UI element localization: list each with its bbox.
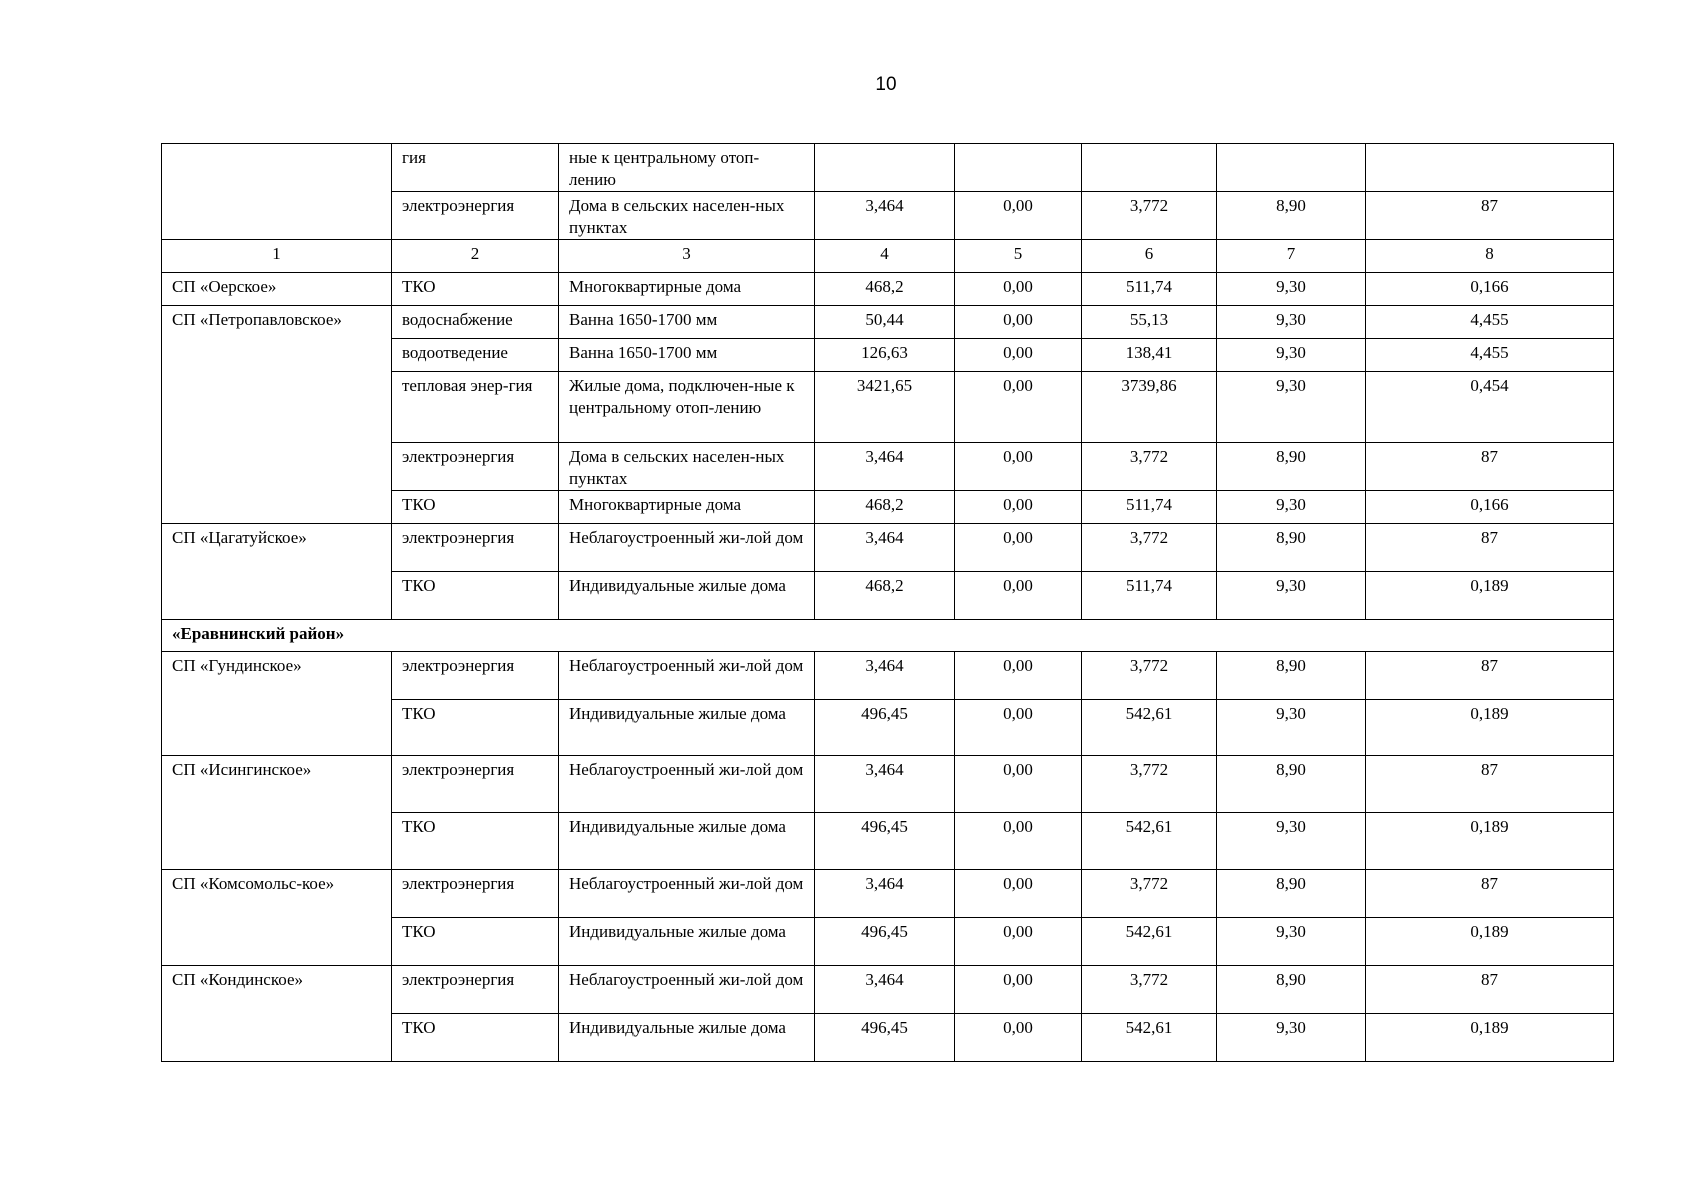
table-cell: 0,454 (1366, 372, 1614, 443)
table-cell: электроэнергия (392, 870, 559, 918)
table-cell: 9,30 (1217, 1014, 1366, 1062)
table-cell: 0,00 (955, 572, 1082, 620)
table-cell: Индивидуальные жилые дома (559, 572, 815, 620)
table-cell: 55,13 (1082, 306, 1217, 339)
table-cell: 8,90 (1217, 652, 1366, 700)
table-cell: 8,90 (1217, 870, 1366, 918)
table-cell: 7 (1217, 240, 1366, 273)
table-cell: гия (392, 144, 559, 192)
table-cell: ТКО (392, 813, 559, 870)
table-cell: 542,61 (1082, 918, 1217, 966)
table-cell: 0,00 (955, 192, 1082, 240)
table-cell: СП «Оерское» (162, 273, 392, 306)
table-cell: Неблагоустроенный жи-лой дом (559, 524, 815, 572)
table-cell: 87 (1366, 192, 1614, 240)
table-row (162, 870, 1614, 918)
table-cell: 50,44 (815, 306, 955, 339)
table-cell (1217, 144, 1366, 192)
table-cell: 0,00 (955, 443, 1082, 491)
table-cell: Неблагоустроенный жи-лой дом (559, 870, 815, 918)
table-cell (815, 144, 955, 192)
table-cell: 87 (1366, 652, 1614, 700)
table-cell: 9,30 (1217, 306, 1366, 339)
table-body (162, 144, 1614, 1062)
table-cell: 2 (392, 240, 559, 273)
table-cell: 3,772 (1082, 192, 1217, 240)
table-cell: 3,772 (1082, 870, 1217, 918)
table-cell: 126,63 (815, 339, 955, 372)
table-cell: 0,166 (1366, 273, 1614, 306)
table-cell: 9,30 (1217, 339, 1366, 372)
table-cell: 0,00 (955, 700, 1082, 756)
table-cell: 3739,86 (1082, 372, 1217, 443)
table-cell: 8 (1366, 240, 1614, 273)
table-cell: Неблагоустроенный жи-лой дом (559, 756, 815, 813)
table-cell: 5 (955, 240, 1082, 273)
table-cell: Индивидуальные жилые дома (559, 918, 815, 966)
table-cell: 3,464 (815, 756, 955, 813)
table-cell: 0,00 (955, 273, 1082, 306)
table-cell: 0,189 (1366, 1014, 1614, 1062)
table-cell: 3,464 (815, 870, 955, 918)
table-cell: 87 (1366, 524, 1614, 572)
table-cell (1082, 144, 1217, 192)
table-row (162, 756, 1614, 813)
table-cell: Дома в сельских населен-ных пунктах (559, 443, 815, 491)
table-cell: электроэнергия (392, 192, 559, 240)
table-cell: 3 (559, 240, 815, 273)
table-cell: 0,00 (955, 491, 1082, 524)
table-cell: 0,00 (955, 813, 1082, 870)
table-cell: 3,772 (1082, 756, 1217, 813)
table-cell: 9,30 (1217, 273, 1366, 306)
table-cell: Многоквартирные дома (559, 273, 815, 306)
table-row (162, 966, 1614, 1014)
table-cell: 496,45 (815, 918, 955, 966)
table-cell: 3,772 (1082, 966, 1217, 1014)
table-cell: 542,61 (1082, 1014, 1217, 1062)
table-cell: СП «Петропавловское» (162, 306, 392, 524)
table-cell: 8,90 (1217, 524, 1366, 572)
table-cell: Индивидуальные жилые дома (559, 1014, 815, 1062)
table-cell: водоснабжение (392, 306, 559, 339)
table-cell: 496,45 (815, 1014, 955, 1062)
table-cell: электроэнергия (392, 652, 559, 700)
table-cell: 0,00 (955, 339, 1082, 372)
table-cell: 3,772 (1082, 443, 1217, 491)
table-cell: Ванна 1650-1700 мм (559, 339, 815, 372)
table-cell: 1 (162, 240, 392, 273)
table-cell: ТКО (392, 1014, 559, 1062)
table-cell: 6 (1082, 240, 1217, 273)
table-cell: ТКО (392, 700, 559, 756)
table-cell: 0,189 (1366, 700, 1614, 756)
table-row (162, 652, 1614, 700)
table-cell: 511,74 (1082, 273, 1217, 306)
table-cell: ТКО (392, 273, 559, 306)
table-cell: Жилые дома, подключен-ные к центральному отоп-лению (559, 372, 815, 443)
table-row (162, 273, 1614, 306)
table-cell: электроэнергия (392, 966, 559, 1014)
table-cell: 9,30 (1217, 813, 1366, 870)
table-row (162, 306, 1614, 339)
table-cell: 4 (815, 240, 955, 273)
table-cell: 496,45 (815, 700, 955, 756)
table-cell: 3,464 (815, 192, 955, 240)
table-row (162, 620, 1614, 652)
tariff-table (161, 143, 1614, 1062)
table-cell: 0,00 (955, 966, 1082, 1014)
table-cell: 3,464 (815, 966, 955, 1014)
table-cell: 8,90 (1217, 192, 1366, 240)
table-cell: 496,45 (815, 813, 955, 870)
table-cell: ТКО (392, 918, 559, 966)
table-cell: СП «Комсомольс-кое» (162, 870, 392, 966)
table-cell: СП «Гундинское» (162, 652, 392, 756)
table-cell: 0,166 (1366, 491, 1614, 524)
table-cell: 9,30 (1217, 572, 1366, 620)
table-cell: 0,189 (1366, 813, 1614, 870)
section-heading-cell: «Еравнинский район» (162, 620, 1614, 652)
table-cell: ТКО (392, 491, 559, 524)
table-cell: 8,90 (1217, 443, 1366, 491)
table-cell: электроэнергия (392, 756, 559, 813)
table-cell: водоотведение (392, 339, 559, 372)
table-cell: 87 (1366, 756, 1614, 813)
table-cell: 542,61 (1082, 700, 1217, 756)
table-cell: СП «Цагатуйское» (162, 524, 392, 620)
table-cell: Неблагоустроенный жи-лой дом (559, 652, 815, 700)
table-cell: 0,00 (955, 524, 1082, 572)
table-cell: 0,189 (1366, 572, 1614, 620)
table-cell: 0,00 (955, 306, 1082, 339)
table-cell: 4,455 (1366, 339, 1614, 372)
table-cell: Дома в сельских населен-ных пунктах (559, 192, 815, 240)
table-cell: 468,2 (815, 491, 955, 524)
table-cell: 0,00 (955, 1014, 1082, 1062)
table-row (162, 144, 1614, 192)
table-cell: 4,455 (1366, 306, 1614, 339)
table-cell: СП «Кондинское» (162, 966, 392, 1062)
table-cell: 3421,65 (815, 372, 955, 443)
table-cell: 9,30 (1217, 491, 1366, 524)
table-cell (162, 144, 392, 240)
table-cell: ТКО (392, 572, 559, 620)
table-cell: 3,464 (815, 652, 955, 700)
table-row (162, 240, 1614, 273)
table-cell: 511,74 (1082, 572, 1217, 620)
table-cell: 8,90 (1217, 756, 1366, 813)
table-cell: Ванна 1650-1700 мм (559, 306, 815, 339)
table-cell: 0,00 (955, 372, 1082, 443)
table-cell: 3,772 (1082, 652, 1217, 700)
table-cell: 511,74 (1082, 491, 1217, 524)
table-cell (1366, 144, 1614, 192)
table-cell: 3,464 (815, 443, 955, 491)
table-cell: 0,189 (1366, 918, 1614, 966)
table-cell: 0,00 (955, 870, 1082, 918)
table-cell (955, 144, 1082, 192)
table-cell: 0,00 (955, 756, 1082, 813)
table-cell: 9,30 (1217, 372, 1366, 443)
table-cell: тепловая энер-гия (392, 372, 559, 443)
table-cell: Индивидуальные жилые дома (559, 813, 815, 870)
table-cell: Неблагоустроенный жи-лой дом (559, 966, 815, 1014)
table-cell: 87 (1366, 966, 1614, 1014)
table-row (162, 524, 1614, 572)
table-cell: 0,00 (955, 652, 1082, 700)
page-number: 10 (875, 74, 897, 95)
table-cell: Индивидуальные жилые дома (559, 700, 815, 756)
table-cell: 468,2 (815, 273, 955, 306)
table-cell: 138,41 (1082, 339, 1217, 372)
table-cell: 87 (1366, 870, 1614, 918)
table-cell: 9,30 (1217, 700, 1366, 756)
table-cell: 542,61 (1082, 813, 1217, 870)
table-cell: СП «Исингинское» (162, 756, 392, 870)
table-cell: 87 (1366, 443, 1614, 491)
table-cell: 0,00 (955, 918, 1082, 966)
table-cell: ные к центральному отоп-лению (559, 144, 815, 192)
table-cell: электроэнергия (392, 443, 559, 491)
table-cell: 3,772 (1082, 524, 1217, 572)
table-cell: 9,30 (1217, 918, 1366, 966)
table-cell: 3,464 (815, 524, 955, 572)
table-cell: Многоквартирные дома (559, 491, 815, 524)
table-cell: 8,90 (1217, 966, 1366, 1014)
table-cell: электроэнергия (392, 524, 559, 572)
table-cell: 468,2 (815, 572, 955, 620)
